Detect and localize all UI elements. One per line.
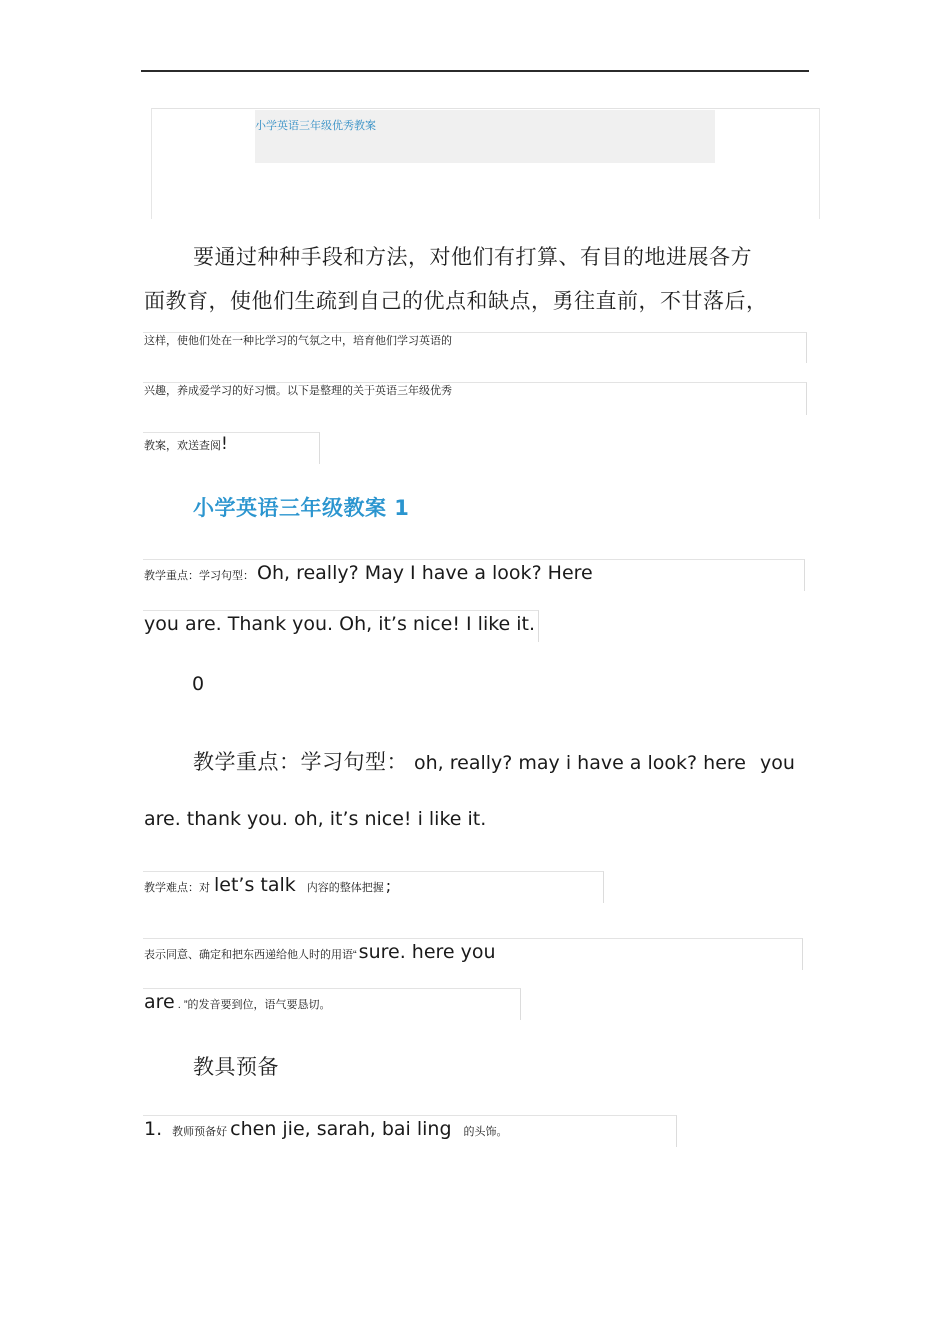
focus-large-line-1 xyxy=(193,746,795,776)
difficulty-label: 教学难点：对 xyxy=(144,882,210,894)
focus-large-en-2: are. thank you. oh, it’s nice! i like it. xyxy=(144,808,487,830)
intro-line-3: 这样，使他们处在一种比学习的气氛之中，培育他们学习英语的 xyxy=(144,335,452,347)
phrase-prefix: 表示同意、确定和把东西递给他人时的用语“ xyxy=(144,949,357,961)
focus-small-line-1 xyxy=(144,562,593,584)
intro-line-4: 兴趣，养成爱学习的好习惯。以下是整理的关于英语三年级优秀 xyxy=(144,385,452,397)
section-heading: 小学英语三年级教案 1 xyxy=(193,496,410,520)
aids-line xyxy=(144,1118,508,1140)
intro-line-5-mark: ! xyxy=(221,434,228,454)
aids-tail: 的头饰。 xyxy=(463,1126,508,1138)
aids-number: 1. xyxy=(144,1118,163,1140)
intro-line-5-text: 教案，欢送查阅 xyxy=(144,440,221,452)
difficulty-mark: ; xyxy=(385,876,392,895)
intro-line-2: 面教育，使他们生疏到自己的优点和缺点，勇往直前，不甘落后， xyxy=(144,289,768,313)
phrase-line-2 xyxy=(144,991,331,1013)
difficulty-en: let’s talk xyxy=(214,874,296,896)
aids-label: 教师预备好 xyxy=(172,1126,228,1138)
difficulty-line xyxy=(144,874,391,896)
difficulty-rest: 内容的整体把握 xyxy=(306,882,384,894)
header-title: 小学英语三年级优秀教案 xyxy=(255,120,376,132)
intro-line-5 xyxy=(144,434,228,454)
header-rule xyxy=(141,70,809,72)
focus-large-label: 教学重点：学习句型： xyxy=(193,750,408,774)
zero-line: 0 xyxy=(192,673,205,695)
focus-small-label: 教学重点：学习句型： xyxy=(144,570,254,582)
intro-line-1: 要通过种种手段和方法，对他们有打算、有目的地进展各方 xyxy=(193,245,752,269)
phrase-en-2: are xyxy=(144,991,175,1013)
phrase-en-1: sure. here you xyxy=(358,941,496,963)
aids-heading: 教具预备 xyxy=(193,1055,279,1079)
focus-small-en-2: you are. Thank you. Oh, it’s nice! I like it. xyxy=(144,613,536,635)
phrase-tail: . ”的发音要到位，语气要恳切。 xyxy=(177,999,331,1011)
focus-large-en-1-tail: you xyxy=(759,752,795,774)
focus-small-en-1: Oh, really? May I have a look? Here xyxy=(257,562,593,584)
aids-names: chen jie, sarah, bai ling xyxy=(230,1118,452,1140)
focus-large-en-1: oh, really? may i have a look? here xyxy=(414,752,746,774)
phrase-line-1 xyxy=(144,941,496,963)
